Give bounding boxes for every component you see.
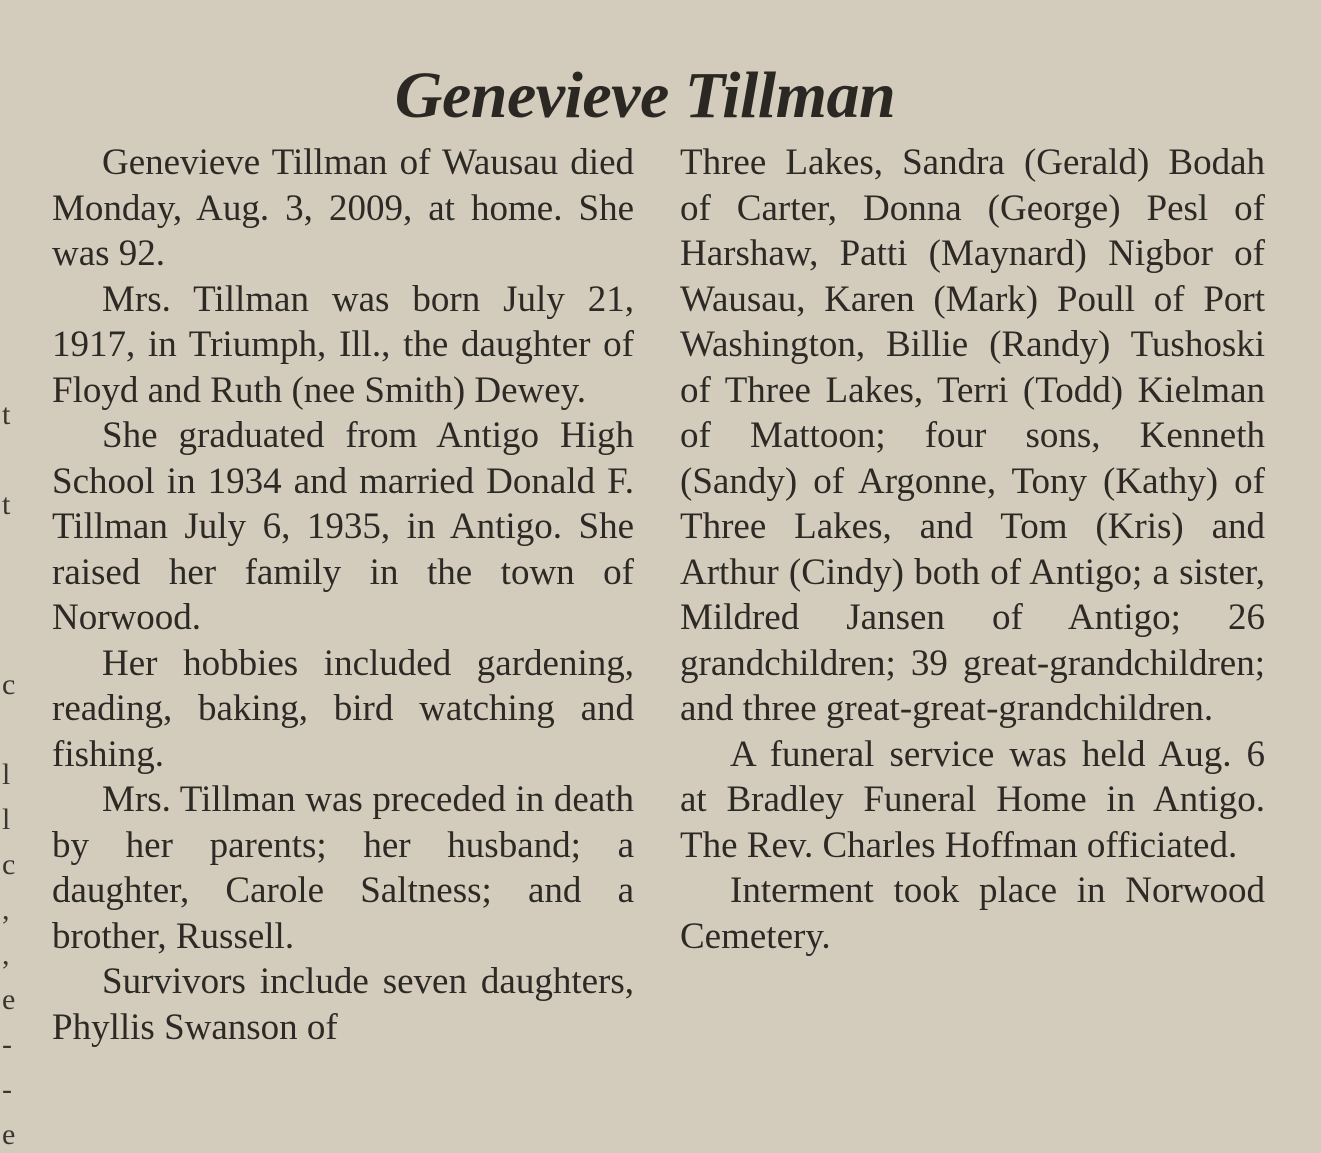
paragraph-survivors-continued: Three Lakes, Sandra (Gerald) Bodah of Carter, Donna (George) Pesl of Harshaw, Patti (Maynard) Nigbor of Wausau, Karen (Mark) Poull of Port Washington, Billie (Randy) Tushoski of Three Lakes, Terri (Todd) Kielman of Mattoon; four sons, Kenneth (Sandy) of Argonne, Tony (Kathy) of Three Lakes, and Tom (Kris) and Arthur (Cindy) both of Antigo; a sister, Mildred Jansen of Antigo; 26 grandchildren; 39 great-grandchildren; and three great-great-grandchildren. <box>680 142 1265 729</box>
fragment-char: t <box>2 398 11 431</box>
paragraph-funeral: A funeral service was held Aug. 6 at Bradley Funeral Home in Antigo. The Rev. Charles Hoffman officiated. <box>680 733 1265 866</box>
fragment-char: , <box>2 938 10 971</box>
paragraph-birth: Mrs. Tillman was born July 21, 1917, in Triumph, Ill., the daughter of Floyd and Ruth (nee Smith) Dewey. <box>52 278 634 411</box>
fragment-char: l <box>2 758 11 791</box>
fragment-char: c <box>2 848 16 881</box>
paragraph-hobbies: Her hobbies included gardening, reading, baking, bird watching and fishing. <box>52 642 634 775</box>
fragment-char: - <box>2 1073 12 1106</box>
fragment-char: e <box>2 1118 16 1151</box>
left-column <box>52 140 634 1050</box>
fragment-char: l <box>2 803 11 836</box>
paragraph-marriage: She graduated from Antigo High School in 1934 and married Donald F. Tillman July 6, 1935, in Antigo. She raised her family in the town of Norwood. <box>52 415 634 638</box>
paragraph-survivors-start: Survivors include seven daughters, Phyllis Swanson of <box>52 961 634 1048</box>
paragraph-interment: Interment took place in Norwood Cemetery. <box>680 870 1265 957</box>
fragment-char: e <box>2 983 16 1016</box>
fragment-char: t <box>2 488 11 521</box>
adjacent-column-fragment <box>0 0 20 1153</box>
fragment-char: , <box>2 893 10 926</box>
right-column <box>680 140 1265 959</box>
fragment-char: c <box>2 668 16 701</box>
paragraph-preceded: Mrs. Tillman was preceded in death by her parents; her husband; a daughter, Carole Saltness; and a brother, Russell. <box>52 779 634 957</box>
obituary-title: Genevieve Tillman <box>394 59 896 133</box>
paragraph-death-notice: Genevieve Tillman of Wausau died Monday, Aug. 3, 2009, at home. She was 92. <box>52 142 634 274</box>
fragment-char: - <box>2 1028 12 1061</box>
